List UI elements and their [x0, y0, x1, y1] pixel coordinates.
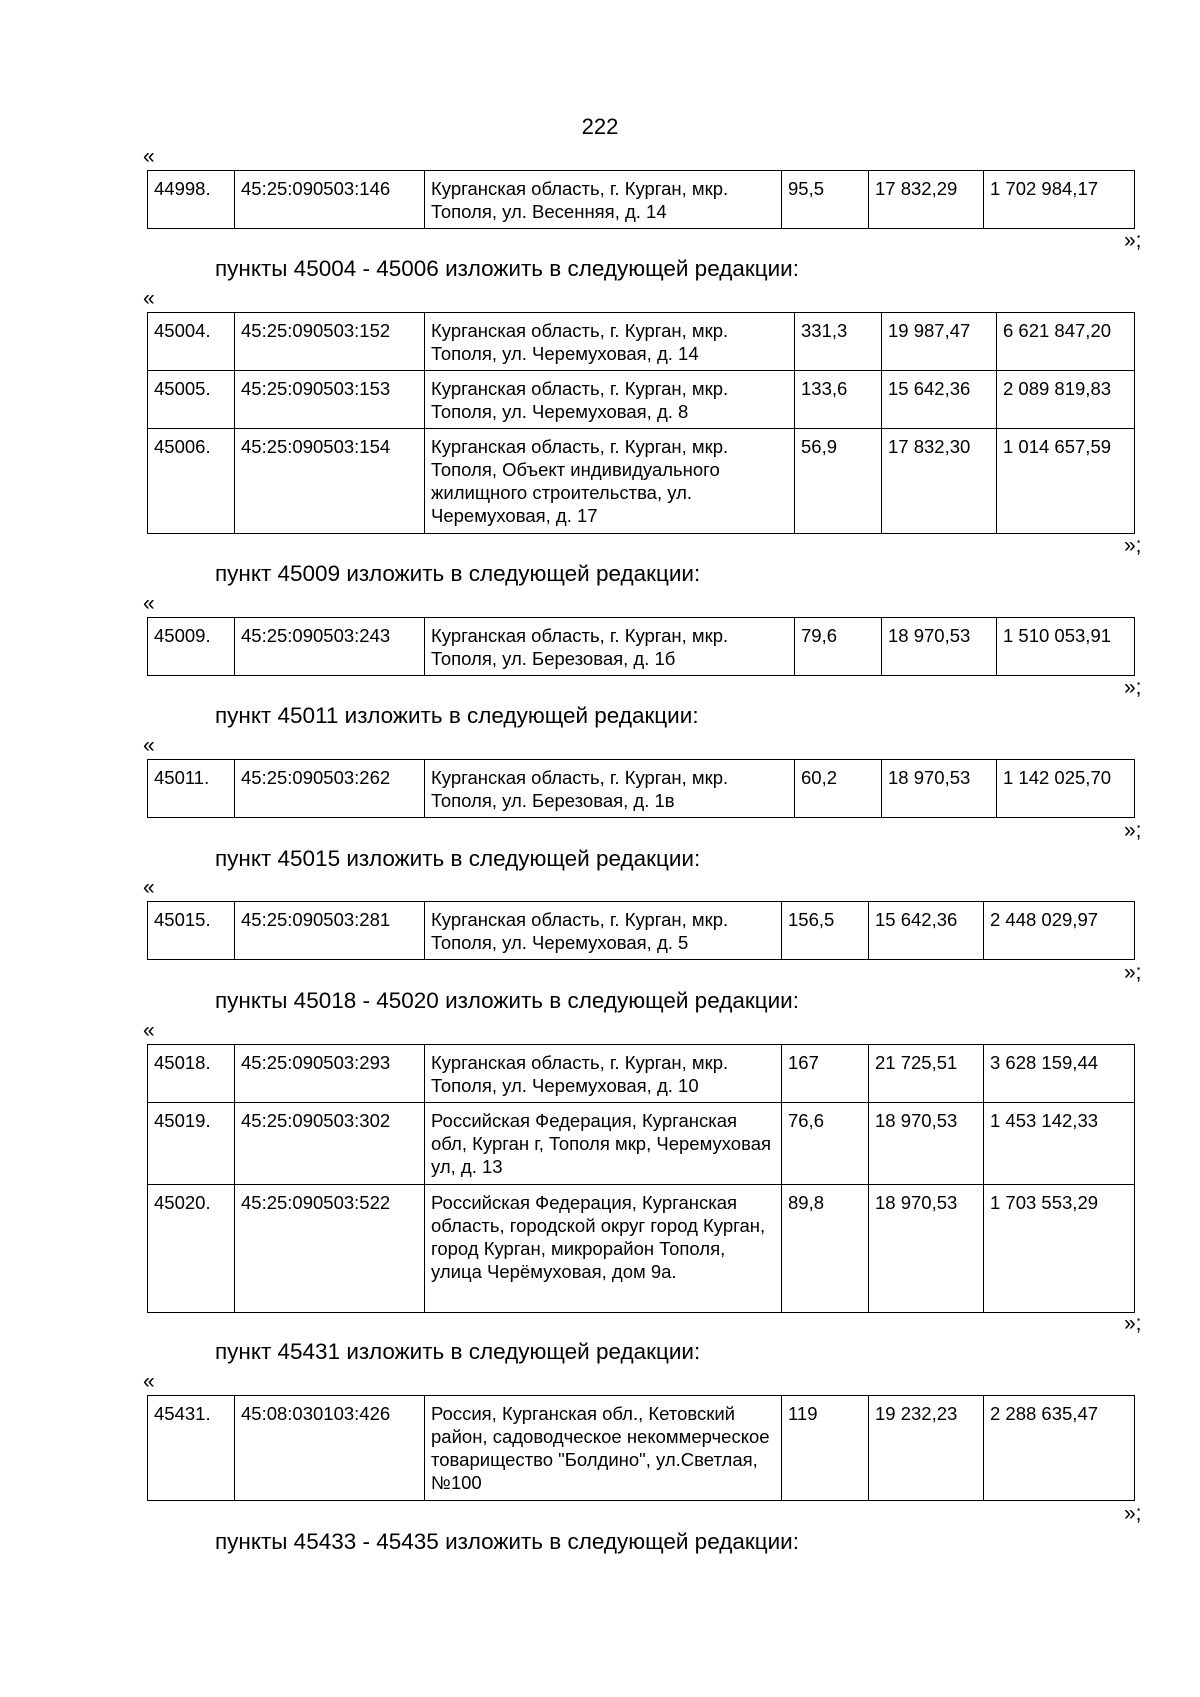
area: 95,5 — [782, 171, 869, 229]
table-row — [148, 1396, 1135, 1501]
cadastral-value: 2 288 635,47 — [984, 1396, 1135, 1501]
opening-quote: « — [143, 145, 155, 168]
cadastral-value: 3 628 159,44 — [984, 1045, 1135, 1103]
area: 89,8 — [782, 1185, 869, 1313]
specific-price: 18 970,53 — [869, 1185, 984, 1313]
instruction-text: пункт 45009 изложить в следующей редакции: — [215, 561, 701, 586]
table-row — [148, 902, 1135, 960]
table-row — [148, 1185, 1135, 1313]
opening-quote: « — [143, 287, 155, 310]
cadastral-number: 45:25:090503:293 — [235, 1045, 425, 1103]
cadastral-number: 45:25:090503:146 — [235, 171, 425, 229]
item-number: 45018. — [148, 1045, 235, 1103]
instruction-text: пункты 45433 - 45435 изложить в следующей редакции: — [215, 1529, 799, 1554]
area: 156,5 — [782, 902, 869, 960]
cadastral-value: 1 453 142,33 — [984, 1103, 1135, 1185]
cadastral-value: 1 142 025,70 — [997, 760, 1135, 818]
table-row — [148, 1103, 1135, 1185]
cadastral-value: 2 089 819,83 — [997, 371, 1135, 429]
cadastral-value: 1 702 984,17 — [984, 171, 1135, 229]
address: Курганская область, г. Курган, мкр. Тополя, ул. Черемуховая, д. 8 — [425, 371, 795, 429]
instruction-text: пункты 45004 - 45006 изложить в следующей редакции: — [215, 256, 799, 281]
closing-quote: »; — [1124, 534, 1142, 557]
address: Россия, Курганская обл., Кетовский район, садоводческое некоммерческое товарищество "Болдино", ул.Светлая, №100 — [425, 1396, 782, 1501]
page-number: 222 — [581, 114, 619, 139]
specific-price: 17 832,29 — [869, 171, 984, 229]
opening-quote: « — [143, 876, 155, 899]
opening-quote: « — [143, 734, 155, 757]
address: Российская Федерация, Курганская обл, Курган г, Тополя мкр, Черемуховая ул, д. 13 — [425, 1103, 782, 1185]
item-number: 45005. — [148, 371, 235, 429]
cadastral-number: 45:25:090503:153 — [235, 371, 425, 429]
data-table — [147, 1044, 1135, 1313]
data-table — [147, 901, 1135, 960]
address: Курганская область, г. Курган, мкр. Тополя, ул. Черемуховая, д. 14 — [425, 313, 795, 371]
table-row — [148, 618, 1135, 676]
address: Курганская область, г. Курган, мкр. Тополя, ул. Весенняя, д. 14 — [425, 171, 782, 229]
closing-quote: »; — [1124, 819, 1142, 842]
item-number: 45011. — [148, 760, 235, 818]
address: Курганская область, г. Курган, мкр. Тополя, ул. Березовая, д. 1в — [425, 760, 795, 818]
data-table — [147, 312, 1135, 534]
item-number: 45020. — [148, 1185, 235, 1313]
data-table — [147, 759, 1135, 818]
area: 56,9 — [795, 429, 882, 534]
specific-price: 15 642,36 — [882, 371, 997, 429]
table-row — [148, 1045, 1135, 1103]
closing-quote: »; — [1124, 1312, 1142, 1335]
cadastral-value: 1 703 553,29 — [984, 1185, 1135, 1313]
area: 79,6 — [795, 618, 882, 676]
closing-quote: »; — [1124, 961, 1142, 984]
specific-price: 21 725,51 — [869, 1045, 984, 1103]
item-number: 45431. — [148, 1396, 235, 1501]
area: 331,3 — [795, 313, 882, 371]
specific-price: 18 970,53 — [882, 760, 997, 818]
area: 60,2 — [795, 760, 882, 818]
instruction-text: пункт 45431 изложить в следующей редакции: — [215, 1339, 701, 1364]
cadastral-value: 2 448 029,97 — [984, 902, 1135, 960]
cadastral-number: 45:25:090503:152 — [235, 313, 425, 371]
table-row — [148, 313, 1135, 371]
data-table — [147, 617, 1135, 676]
specific-price: 19 987,47 — [882, 313, 997, 371]
cadastral-number: 45:25:090503:281 — [235, 902, 425, 960]
item-number: 45006. — [148, 429, 235, 534]
specific-price: 15 642,36 — [869, 902, 984, 960]
specific-price: 18 970,53 — [869, 1103, 984, 1185]
cadastral-number: 45:08:030103:426 — [235, 1396, 425, 1501]
instruction-text: пункты 45018 - 45020 изложить в следующей редакции: — [215, 988, 799, 1013]
area: 167 — [782, 1045, 869, 1103]
item-number: 44998. — [148, 171, 235, 229]
table-row — [148, 429, 1135, 534]
item-number: 45019. — [148, 1103, 235, 1185]
cadastral-number: 45:25:090503:262 — [235, 760, 425, 818]
cadastral-value: 1 014 657,59 — [997, 429, 1135, 534]
closing-quote: »; — [1124, 676, 1142, 699]
cadastral-value: 6 621 847,20 — [997, 313, 1135, 371]
instruction-text: пункт 45015 изложить в следующей редакции: — [215, 846, 701, 871]
area: 133,6 — [795, 371, 882, 429]
data-table — [147, 1395, 1135, 1501]
closing-quote: »; — [1124, 1502, 1142, 1525]
address: Курганская область, г. Курган, мкр. Тополя, Объект индивидуального жилищного строительства, ул. Черемуховая, д. 17 — [425, 429, 795, 534]
opening-quote: « — [143, 592, 155, 615]
cadastral-number: 45:25:090503:522 — [235, 1185, 425, 1313]
opening-quote: « — [143, 1019, 155, 1042]
cadastral-number: 45:25:090503:302 — [235, 1103, 425, 1185]
specific-price: 18 970,53 — [882, 618, 997, 676]
specific-price: 19 232,23 — [869, 1396, 984, 1501]
table-row — [148, 371, 1135, 429]
area: 119 — [782, 1396, 869, 1501]
instruction-text: пункт 45011 изложить в следующей редакции: — [215, 703, 699, 728]
item-number: 45015. — [148, 902, 235, 960]
address: Курганская область, г. Курган, мкр. Тополя, ул. Черемуховая, д. 5 — [425, 902, 782, 960]
closing-quote: »; — [1124, 229, 1142, 252]
cadastral-value: 1 510 053,91 — [997, 618, 1135, 676]
item-number: 45004. — [148, 313, 235, 371]
address: Российская Федерация, Курганская область, городской округ город Курган, город Курган, микрорайон Тополя, улица Черёмуховая, дом 9а. — [425, 1185, 782, 1313]
table-row — [148, 171, 1135, 229]
address: Курганская область, г. Курган, мкр. Тополя, ул. Черемуховая, д. 10 — [425, 1045, 782, 1103]
cadastral-number: 45:25:090503:154 — [235, 429, 425, 534]
area: 76,6 — [782, 1103, 869, 1185]
opening-quote: « — [143, 1370, 155, 1393]
item-number: 45009. — [148, 618, 235, 676]
specific-price: 17 832,30 — [882, 429, 997, 534]
table-row — [148, 760, 1135, 818]
data-table — [147, 170, 1135, 229]
cadastral-number: 45:25:090503:243 — [235, 618, 425, 676]
address: Курганская область, г. Курган, мкр. Тополя, ул. Березовая, д. 1б — [425, 618, 795, 676]
